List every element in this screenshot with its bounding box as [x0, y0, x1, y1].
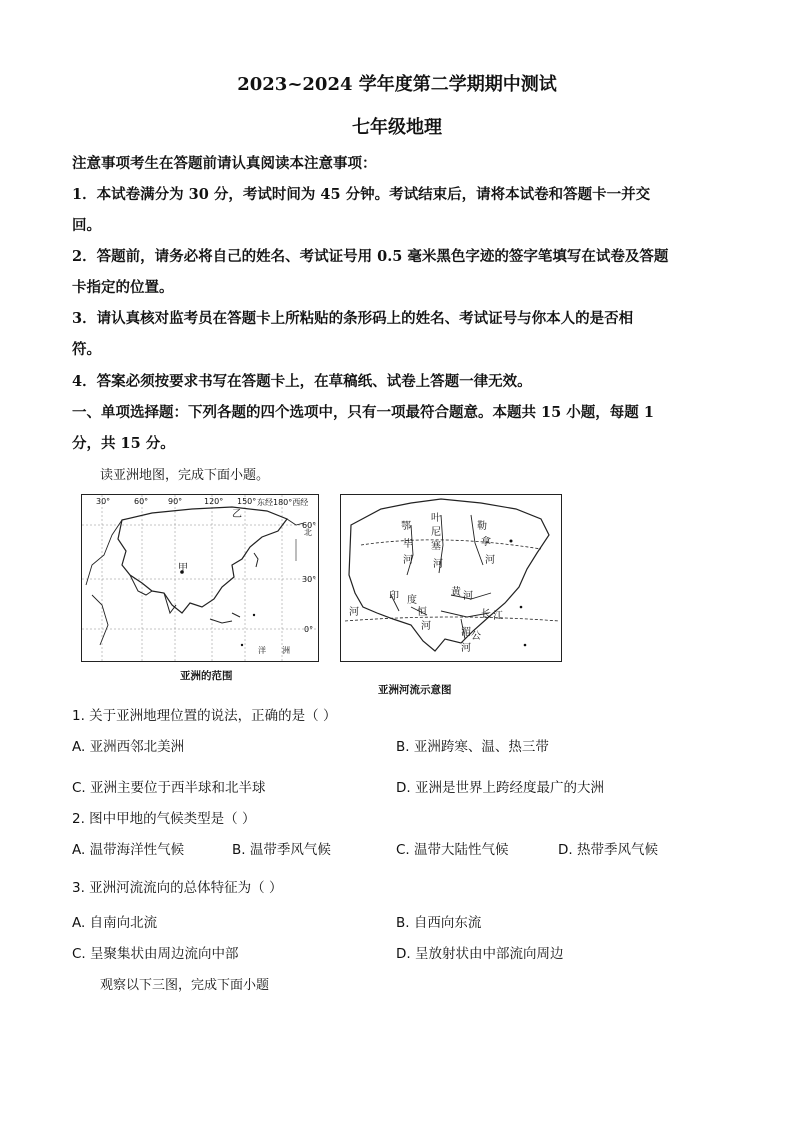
question-2-stem: 2. 图中甲地的气候类型是（ ）: [72, 811, 256, 827]
river-char-2: 河: [403, 555, 413, 566]
question-1-stem: 1. 关于亚洲地理位置的说法，正确的是（ ）: [72, 708, 337, 724]
question-3-stem: 3. 亚洲河流流向的总体特征为（ ）: [72, 880, 283, 896]
exam-title: 2023~2024 学年度第二学期期中测试: [237, 74, 557, 95]
river-char-15: 度: [407, 595, 417, 606]
q3-option-c[interactable]: C. 呈聚集状由周边流向中部: [72, 946, 239, 962]
q1-option-a[interactable]: A. 亚洲西邻北美洲: [72, 739, 185, 755]
map-label-north: 北: [304, 528, 312, 537]
map2-caption: 亚洲河流示意图: [378, 684, 452, 696]
group2-note: 观察以下三图，完成下面小题: [100, 978, 270, 993]
q3-option-a[interactable]: A. 自南向北流: [72, 915, 158, 931]
asia-river-map: [340, 494, 562, 662]
river-char-10: 黄: [451, 587, 461, 598]
river-char-16: 恒: [417, 607, 427, 618]
notice-item-1-line1: 1．本试卷满分为 30 分，考试时间为 45 分钟。考试结束后，请将本试卷和答题卡一并交: [72, 186, 651, 203]
asia-range-map-svg: [82, 495, 318, 661]
q1-option-b[interactable]: B. 亚洲跨寒、温、热三带: [396, 739, 549, 755]
q3-option-b[interactable]: B. 自西向东流: [396, 915, 482, 931]
lon-label-120: 120°: [204, 497, 224, 506]
river-char-1: 毕: [403, 539, 413, 550]
asia-range-map: [81, 494, 319, 662]
lat-label-30: 30°: [302, 575, 317, 584]
section1-line1: 一、单项选择题：下列各题的四个选项中，只有一项最符合题意。本题共 15 小题，每题 1: [72, 404, 654, 421]
section1-line2: 分，共 15 分。: [72, 435, 175, 452]
map1-caption-text: 亚洲的范围: [180, 670, 233, 682]
lon-label-60: 60°: [134, 497, 149, 506]
q1-option-d[interactable]: D. 亚洲是世界上跨经度最广的大洲: [396, 780, 604, 796]
river-char-13: 江: [493, 611, 503, 622]
q2-option-a[interactable]: A. 温带海洋性气候: [72, 842, 185, 858]
river-char-11: 河: [463, 591, 473, 602]
notice-item-1-line2: 回。: [72, 217, 101, 234]
river-char-4: 尼: [431, 527, 441, 538]
river-char-8: 拿: [481, 537, 491, 548]
notice-heading: 注意事项考生在答题前请认真阅读本注意事项：: [72, 155, 377, 172]
river-char-9: 河: [485, 555, 495, 566]
notice-item-3-line2: 符。: [72, 341, 101, 358]
lat-label-0: 0°: [304, 625, 314, 634]
q1-option-c[interactable]: C. 亚洲主要位于西半球和北半球: [72, 780, 266, 796]
river-char-18: 河: [349, 607, 359, 618]
notice-item-2-line2: 卡指定的位置。: [72, 279, 174, 296]
lat-label-60: 60°: [302, 521, 317, 530]
river-char-7: 勒: [477, 521, 487, 532]
map-label-ocean2: 洲: [282, 646, 290, 655]
river-char-0: 鄂: [401, 521, 411, 532]
asia-river-map-svg: [341, 495, 561, 661]
map-label-yi: 乙: [232, 509, 242, 520]
map-label-ocean1: 洋: [258, 646, 266, 655]
q2-option-b[interactable]: B. 温带季风气候: [232, 842, 331, 858]
q2-option-c[interactable]: C. 温带大陆性气候: [396, 842, 509, 858]
river-char-20: 公: [471, 631, 481, 642]
notice-item-4-line1: 4．答案必须按要求书写在答题卡上，在草稿纸、试卷上答题一律无效。: [72, 373, 532, 390]
river-char-3: 叶: [431, 513, 441, 524]
notice-item-3-line1: 3．请认真核对监考员在答题卡上所粘贴的条形码上的姓名、考试证号与你本人的是否相: [72, 310, 634, 327]
river-char-21: 河: [461, 643, 471, 654]
lon-label-90: 90°: [168, 497, 183, 506]
lon-label-30: 30°: [96, 497, 111, 506]
q2-option-d[interactable]: D. 热带季风气候: [558, 842, 658, 858]
river-char-17: 河: [421, 621, 431, 632]
river-char-6: 河: [433, 559, 443, 570]
group1-note: 读亚洲地图，完成下面小题。: [100, 468, 270, 483]
river-char-19: 湄: [461, 627, 471, 638]
q3-option-d[interactable]: D. 呈放射状由中部流向周边: [396, 946, 564, 962]
river-char-14: 印: [389, 591, 399, 602]
notice-item-2-line1: 2．答题前，请务必将自己的姓名、考试证号用 0.5 毫米黑色字迹的签字笔填写在试卷及答题: [72, 248, 669, 265]
lon-label-150: 150°: [237, 497, 257, 506]
lon-label-180: 东经180°西经: [257, 498, 309, 507]
river-char-12: 长: [481, 609, 491, 620]
exam-subtitle: 七年级地理: [352, 117, 442, 138]
map-label-jia: 甲: [178, 563, 188, 574]
river-char-5: 塞: [431, 541, 441, 552]
